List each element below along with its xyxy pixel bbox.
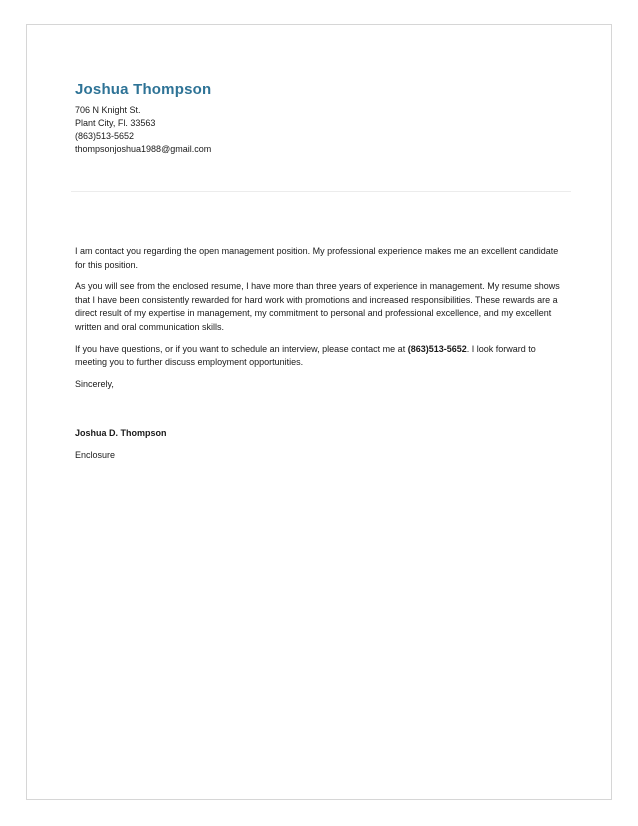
letter-page bbox=[26, 24, 612, 800]
sender-email: thompsonjoshua1988@gmail.com bbox=[75, 144, 212, 154]
letterhead bbox=[75, 81, 571, 156]
paragraph-experience: As you will see from the enclosed resume, I have more than three years of experience in management. My resume shows that I have been consistently rewarded for hard work with promotions and increased responsibilities. These rewards are a direct result of my expertise in management, my commitment to personal and professional excellence, and my excellent written and oral communication skills. bbox=[75, 281, 560, 332]
sender-address: 706 N Knight St. bbox=[75, 105, 141, 115]
closing: Sincerely, bbox=[75, 378, 114, 389]
enclosure-note: Enclosure bbox=[75, 449, 116, 460]
sender-phone: (863)513-5652 bbox=[75, 131, 135, 141]
sender-name: Joshua Thompson bbox=[75, 81, 212, 98]
paragraph-intro: I am contact you regarding the open management position. My professional experience makes me an excellent candidate for this position. bbox=[75, 246, 559, 270]
contact-phone: (863)513-5652 bbox=[407, 343, 467, 354]
letter-body bbox=[75, 245, 569, 471]
contact-text-before: If you have questions, or if you want to schedule an interview, please contact me at bbox=[75, 343, 408, 354]
header-divider bbox=[71, 191, 571, 192]
sender-city: Plant City, Fl. 33563 bbox=[75, 118, 156, 128]
contact-text-after: . I look forward to meeting you to further discuss employment opportunities. bbox=[75, 343, 536, 368]
signature-name: Joshua D. Thompson bbox=[75, 428, 167, 439]
paragraph-contact bbox=[75, 343, 569, 370]
